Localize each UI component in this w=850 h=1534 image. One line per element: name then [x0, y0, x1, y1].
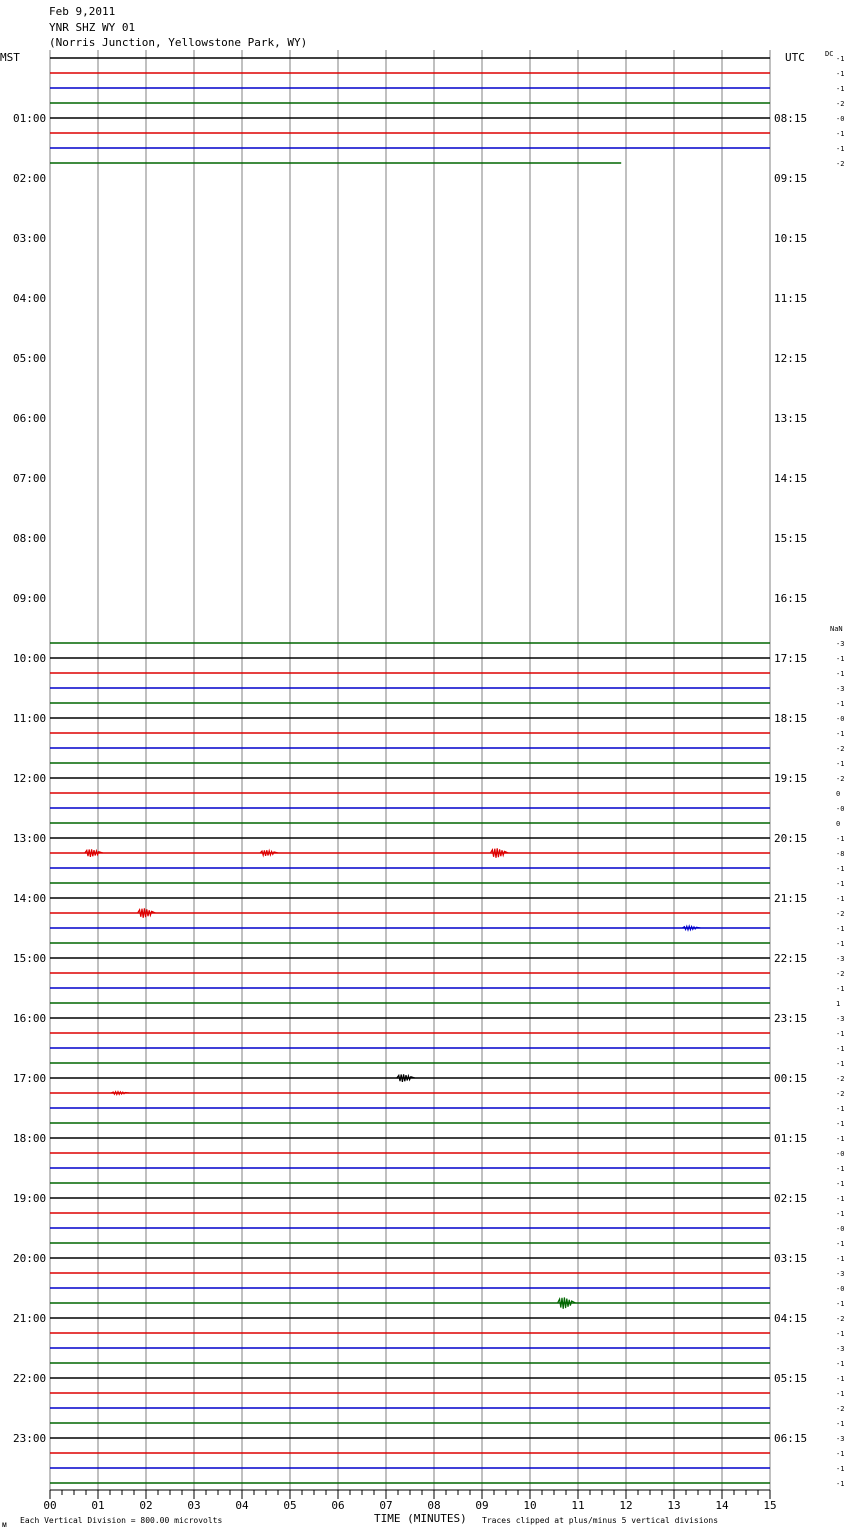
- dc-offset-label: -1: [836, 940, 845, 948]
- mst-hour-label: 07:00: [13, 472, 47, 485]
- utc-hour-label: 12:15: [774, 352, 808, 365]
- x-tick-label: 07: [379, 1499, 393, 1512]
- utc-hour-label: 20:15: [774, 832, 808, 845]
- utc-hour-label: 15:15: [774, 532, 808, 545]
- utc-hour-label: 02:15: [774, 1192, 808, 1205]
- mst-hour-label: 18:00: [13, 1132, 47, 1145]
- dc-offset-label: -1: [836, 130, 845, 138]
- dc-offset-label: -1: [836, 760, 845, 768]
- utc-hour-label: 22:15: [774, 952, 808, 965]
- x-tick-label: 10: [523, 1499, 537, 1512]
- mst-hour-label: 10:00: [13, 652, 47, 665]
- utc-hour-label: 23:15: [774, 1012, 808, 1025]
- mst-hour-label: 15:00: [13, 952, 47, 965]
- dc-offset-label: -1: [836, 1420, 845, 1428]
- dc-offset-label: -1: [836, 70, 845, 78]
- x-tick-label: 02: [139, 1499, 153, 1512]
- dc-offset-label: -3: [836, 1270, 845, 1278]
- mst-hour-label: 14:00: [13, 892, 47, 905]
- dc-offset-label: -0: [836, 115, 845, 123]
- dc-offset-label: -2: [836, 1090, 845, 1098]
- dc-offset-label: -1: [836, 1120, 845, 1128]
- dc-offset-label: -1: [836, 1300, 845, 1308]
- dc-offset-label: -1: [836, 55, 845, 63]
- utc-hour-label: 16:15: [774, 592, 808, 605]
- date-label: Feb 9,2011: [49, 5, 116, 18]
- mst-hour-labels: [13, 112, 46, 1445]
- dc-offset-label: -2: [836, 1315, 845, 1323]
- mst-hour-label: 17:00: [13, 1072, 47, 1085]
- dc-offset-label: -1: [836, 1360, 845, 1368]
- utc-hour-labels: [774, 112, 807, 1445]
- mst-hour-label: 16:00: [13, 1012, 47, 1025]
- dc-offset-label: -1: [836, 1480, 845, 1488]
- mst-hour-label: 03:00: [13, 232, 47, 245]
- mst-hour-label: 21:00: [13, 1312, 47, 1325]
- dc-offset-label: -1: [836, 1210, 845, 1218]
- utc-hour-label: 01:15: [774, 1132, 808, 1145]
- corner-mark: ᴍ: [2, 1520, 7, 1529]
- x-tick-label: 11: [571, 1499, 585, 1512]
- dc-offset-label: -1: [836, 700, 845, 708]
- mst-hour-label: 13:00: [13, 832, 47, 845]
- dc-offset-label: -1: [836, 655, 845, 663]
- x-tick-label: 00: [43, 1499, 57, 1512]
- right-timezone-label: UTC: [785, 51, 805, 64]
- mst-hour-label: 23:00: [13, 1432, 47, 1445]
- mst-hour-label: 19:00: [13, 1192, 47, 1205]
- dc-offset-label: -1: [836, 730, 845, 738]
- x-tick-label: 13: [667, 1499, 681, 1512]
- dc-offset-label: -0: [836, 1285, 845, 1293]
- dc-offset-label: -2: [836, 970, 845, 978]
- mst-hour-label: 02:00: [13, 172, 47, 185]
- x-tick-label: 05: [283, 1499, 297, 1512]
- dc-offset-label: 0: [836, 790, 841, 798]
- utc-hour-label: 18:15: [774, 712, 808, 725]
- dc-offset-label: -2: [836, 1075, 845, 1083]
- x-axis-title: TIME (MINUTES): [374, 1512, 467, 1525]
- dc-offset-label: -2: [836, 160, 845, 168]
- x-tick-label: 08: [427, 1499, 441, 1512]
- dc-offset-label: -0: [836, 805, 845, 813]
- dc-offset-label: -1: [836, 835, 845, 843]
- dc-offset-label: -1: [836, 1135, 845, 1143]
- dc-offset-label: -0: [836, 1150, 845, 1158]
- dc-offset-label: -3: [836, 1435, 845, 1443]
- mst-hour-label: 04:00: [13, 292, 47, 305]
- dc-offset-label: -1: [836, 985, 845, 993]
- event-burst: [111, 1092, 129, 1095]
- mst-hour-label: 05:00: [13, 352, 47, 365]
- utc-hour-label: 17:15: [774, 652, 808, 665]
- dc-offset-label: -2: [836, 100, 845, 108]
- utc-hour-label: 06:15: [774, 1432, 808, 1445]
- x-tick-label: 09: [475, 1499, 489, 1512]
- dc-offset-label: -1: [836, 895, 845, 903]
- x-tick-label: 06: [331, 1499, 345, 1512]
- dc-offset-label: -1: [836, 1465, 845, 1473]
- mst-hour-label: 01:00: [13, 112, 47, 125]
- utc-hour-label: 19:15: [774, 772, 808, 785]
- dc-offset-label: -3: [836, 1345, 845, 1353]
- clip-note: Traces clipped at plus/minus 5 vertical divisions: [482, 1516, 719, 1525]
- utc-hour-label: 04:15: [774, 1312, 808, 1325]
- event-burst: [682, 926, 700, 930]
- station-label: YNR SHZ WY 01: [49, 21, 136, 34]
- mst-hour-label: 09:00: [13, 592, 47, 605]
- utc-hour-label: 14:15: [774, 472, 808, 485]
- utc-hour-label: 11:15: [774, 292, 808, 305]
- dc-offset-label: -2: [836, 1405, 845, 1413]
- dc-offset-label: -3: [836, 1015, 845, 1023]
- trace-lines: [50, 58, 770, 1483]
- x-tick-label: 14: [715, 1499, 729, 1512]
- mst-hour-label: 12:00: [13, 772, 47, 785]
- dc-offset-label: -1: [836, 1030, 845, 1038]
- dc-offset-label: 0: [836, 820, 841, 828]
- dc-offset-label: -1: [836, 145, 845, 153]
- dc-offset-label: -1: [836, 1240, 845, 1248]
- dc-offset-labels: [836, 55, 844, 1488]
- x-tick-label: 15: [763, 1499, 777, 1512]
- utc-hour-label: 03:15: [774, 1252, 808, 1265]
- utc-hour-label: 08:15: [774, 112, 808, 125]
- dc-offset-label: -1: [836, 925, 845, 933]
- dc-offset-label: -3: [836, 685, 845, 693]
- utc-hour-label: 00:15: [774, 1072, 808, 1085]
- utc-hour-label: 21:15: [774, 892, 808, 905]
- mst-hour-label: 22:00: [13, 1372, 47, 1385]
- chart-header: [49, 5, 307, 49]
- mst-hour-label: 20:00: [13, 1252, 47, 1265]
- x-tick-label: 01: [91, 1499, 105, 1512]
- dc-offset-label: -1: [836, 1105, 845, 1113]
- dc-offset-label: -1: [836, 670, 845, 678]
- dc-offset-label: -1: [836, 1180, 845, 1188]
- utc-hour-label: 10:15: [774, 232, 808, 245]
- left-timezone-label: MST: [0, 51, 20, 64]
- scale-note: Each Vertical Division = 800.00 microvolts: [20, 1516, 223, 1525]
- mst-hour-label: 06:00: [13, 412, 47, 425]
- dc-offset-label: -1: [836, 1375, 845, 1383]
- dc-offset-label: -8: [836, 850, 845, 858]
- dc-offset-label: 1: [836, 1000, 841, 1008]
- x-tick-label: 12: [619, 1499, 633, 1512]
- dc-offset-label: -1: [836, 1255, 845, 1263]
- dc-offset-label: -1: [836, 1450, 845, 1458]
- dc-header: DC: [825, 50, 834, 58]
- x-tick-label: 03: [187, 1499, 201, 1512]
- utc-hour-label: 05:15: [774, 1372, 808, 1385]
- dc-offset-label: -1: [836, 1390, 845, 1398]
- dc-offset-label: -0: [836, 1225, 845, 1233]
- dc-offset-label: -1: [836, 1165, 845, 1173]
- utc-hour-label: 09:15: [774, 172, 808, 185]
- dc-offset-label: -2: [836, 745, 845, 753]
- dc-offset-label: -2: [836, 775, 845, 783]
- dc-offset-label: -0: [836, 715, 845, 723]
- minute-gridlines: [50, 50, 770, 1490]
- dc-offset-label: -2: [836, 910, 845, 918]
- dc-offset-label: -3: [836, 955, 845, 963]
- x-tick-label: 04: [235, 1499, 249, 1512]
- utc-hour-label: 13:15: [774, 412, 808, 425]
- dc-header-2: NaN: [830, 625, 843, 633]
- dc-offset-label: -1: [836, 1330, 845, 1338]
- mst-hour-label: 11:00: [13, 712, 47, 725]
- dc-offset-label: -1: [836, 880, 845, 888]
- dc-offset-label: -1: [836, 1060, 845, 1068]
- x-axis: [43, 1490, 776, 1512]
- dc-offset-label: -3: [836, 640, 845, 648]
- mst-hour-label: 08:00: [13, 532, 47, 545]
- dc-offset-label: -1: [836, 1195, 845, 1203]
- dc-offset-label: -1: [836, 85, 845, 93]
- dc-offset-label: -1: [836, 1045, 845, 1053]
- dc-offset-label: -1: [836, 865, 845, 873]
- location-label: (Norris Junction, Yellowstone Park, WY): [49, 36, 308, 49]
